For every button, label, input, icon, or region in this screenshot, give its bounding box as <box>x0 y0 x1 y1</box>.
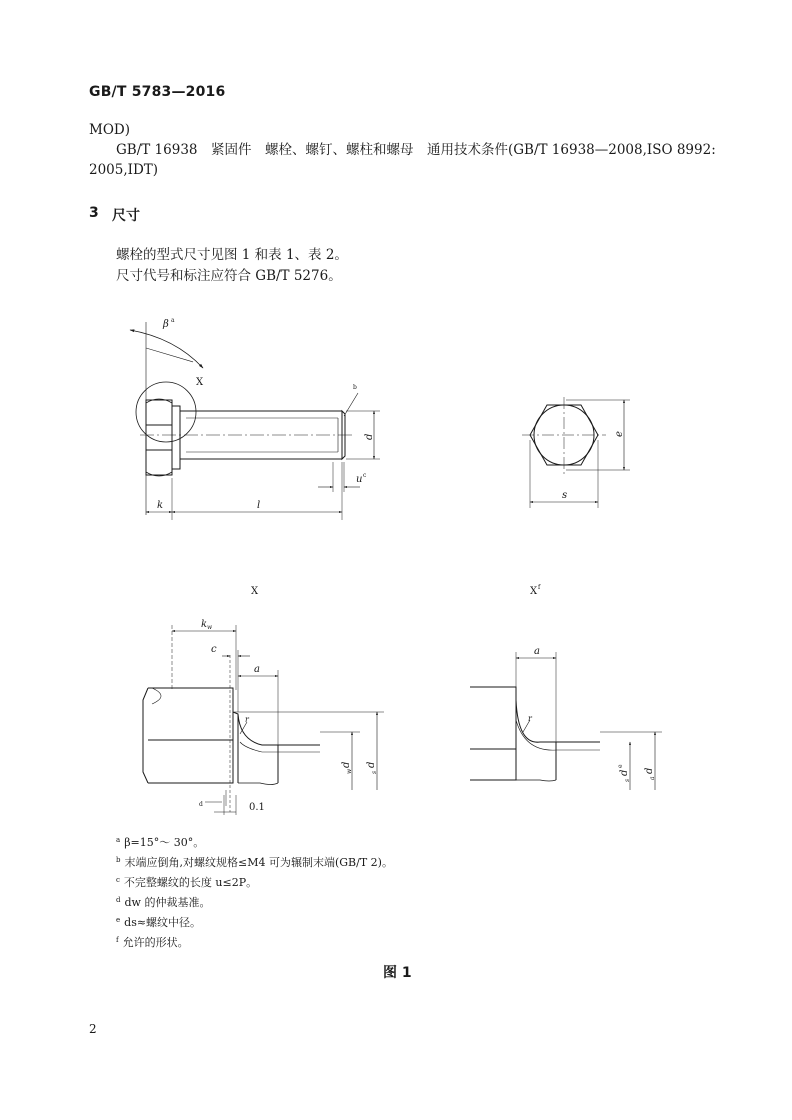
paragraph-2: 尺寸代号和标注应符合 GB/T 5276。 <box>116 268 342 284</box>
d-label: d <box>364 433 375 440</box>
footnote-f: $^f$ 允许的形状。 <box>116 936 189 949</box>
ds-label: d <box>366 761 377 768</box>
da-label-xf: d <box>644 767 655 774</box>
reference-line-2: 2005,IDT) <box>89 162 159 178</box>
a-label-xf: a <box>534 646 540 657</box>
paragraph-1: 螺栓的型式尺寸见图 1 和表 1、表 2。 <box>116 247 348 263</box>
page-number: 2 <box>89 1022 97 1036</box>
e-label: e <box>614 431 625 437</box>
detail-xf-title: X <box>530 586 538 597</box>
footnote-d: $^d$ dw 的仲裁基准。 <box>116 896 211 909</box>
detail-x-title: X <box>251 586 259 597</box>
continued-line: MOD) <box>89 122 130 138</box>
l-label: l <box>257 500 261 511</box>
a-label: a <box>254 664 260 675</box>
da-subscript-xf: a <box>649 776 656 780</box>
section-number: 3 <box>89 205 99 221</box>
figure-caption: 图 1 <box>383 965 412 981</box>
washer-face <box>172 406 180 469</box>
c-label: c <box>211 644 217 655</box>
ds-subscript: s <box>371 770 378 774</box>
r-label: r <box>245 715 249 724</box>
standard-code-header: GB/T 5783—2016 <box>89 84 226 100</box>
detail-xf-view <box>470 652 662 790</box>
footnote-a: $^a$ β=15°～ 30°。 <box>116 836 205 849</box>
footnote-c: $^c$ 不完整螺纹的长度 u≤2P。 <box>116 876 258 889</box>
u-footnote-mark: c <box>363 472 367 479</box>
detail-xf-footnote-mark: f <box>538 584 541 591</box>
beta-angle-line <box>146 345 193 365</box>
u-label: u <box>356 474 363 485</box>
bolt-end-view <box>522 397 630 508</box>
dw-subscript: w <box>346 768 353 774</box>
section-title: 尺寸 <box>112 208 140 224</box>
detail-x-reference: X <box>196 377 204 388</box>
detail-x-circle <box>136 382 196 442</box>
kw-subscript: w <box>207 624 213 631</box>
beta-footnote-mark: a <box>171 317 175 324</box>
reference-line-1: GB/T 16938 紧固件 螺栓、螺钉、螺柱和螺母 通用技术条件(GB/T 16938—2008,ISO 8992: <box>116 142 716 158</box>
detail-x-view <box>143 625 384 815</box>
s-label: s <box>562 490 568 501</box>
beta-angle-arc <box>130 330 203 368</box>
dw-label: d <box>341 761 352 768</box>
footnote-e: $^e$ ds≈螺纹中径。 <box>116 916 202 929</box>
k-label: k <box>157 500 164 511</box>
end-chamfer-note-mark: b <box>353 384 357 391</box>
beta-label: β <box>163 319 169 330</box>
ds-label-xf: d <box>619 769 630 776</box>
ds-footnote-mark-xf: e <box>617 764 624 768</box>
footnote-b: $^b$ 末端应倒角,对螺纹规格≤M4 可为辗制末端(GB/T 2)。 <box>116 856 393 869</box>
bolt-main-view <box>130 322 380 520</box>
datum-note-mark: d <box>199 801 203 808</box>
r-label-xf: r <box>528 714 532 723</box>
kw-label: k <box>201 619 208 630</box>
tolerance-label: 0.1 <box>249 802 265 813</box>
ds-subscript-xf: s <box>624 778 631 782</box>
